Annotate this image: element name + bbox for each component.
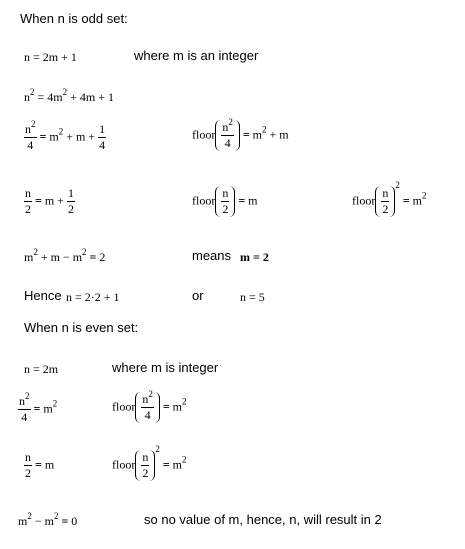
equation-n-even: n = 2m (24, 362, 59, 376)
equation-n-eq-5: n = 5 (240, 290, 265, 304)
equation-n-odd: n = 2m + 1 (24, 50, 77, 64)
hence-label: Hence (24, 288, 62, 303)
equation-floor-n-over-2-squared-even: floor $\frac{n}{2}$ $2 = m^2$ (112, 444, 187, 480)
equation-n2-over-4-even: $\frac{n^2}{4}$ = $m^2$ (19, 391, 58, 424)
equation-n-eq-2x2-plus-1: n = 2·2 + 1 (66, 290, 120, 304)
equation-difference-even: $m^2 - m^2 = 0$ (18, 511, 78, 528)
note-m-integer-even: where m is integer (112, 360, 219, 375)
heading-odd-case: When n is odd set: (20, 11, 128, 26)
heading-even-case: When n is even set: (24, 320, 139, 335)
equation-n-over-2-even: $\frac{n}{2}$ = m (25, 450, 55, 480)
equation-floor-n-over-2-squared-odd: floor $\frac{n}{2}$ $2 = m^2$ (352, 180, 427, 216)
note-m-integer-odd: where m is an integer (134, 48, 259, 63)
equation-m-eq-2: m = 2 (240, 250, 269, 264)
equation-floor-n2-over-4-even: floor $\frac{n^2}{4}$ = $m^2$ (112, 389, 187, 422)
conclusion-text: so no value of m, hence, n, will result in 2 (144, 512, 382, 527)
equation-n2-over-4-odd: $\frac{n^2}{4}$ = $m^2 + m$ + $\frac{1}{4}$ (25, 119, 106, 152)
equation-difference-odd: $m^2 + m - m^2 = 2$ (24, 247, 106, 264)
equation-floor-n-over-2-odd: floor $\frac{n}{2}$ = m (192, 186, 258, 216)
equation-n-over-2-odd: $\frac{n}{2}$ = m + $\frac{1}{2}$ (25, 186, 74, 216)
equation-n-squared-odd: $n^2 = 4m^2 + 4m + 1$ (24, 87, 114, 104)
or-label: or (192, 288, 204, 303)
means-label: means (192, 248, 232, 263)
equation-floor-n2-over-4-odd: floor $\frac{n^2}{4}$ = $m^2 + m$ (192, 117, 289, 150)
